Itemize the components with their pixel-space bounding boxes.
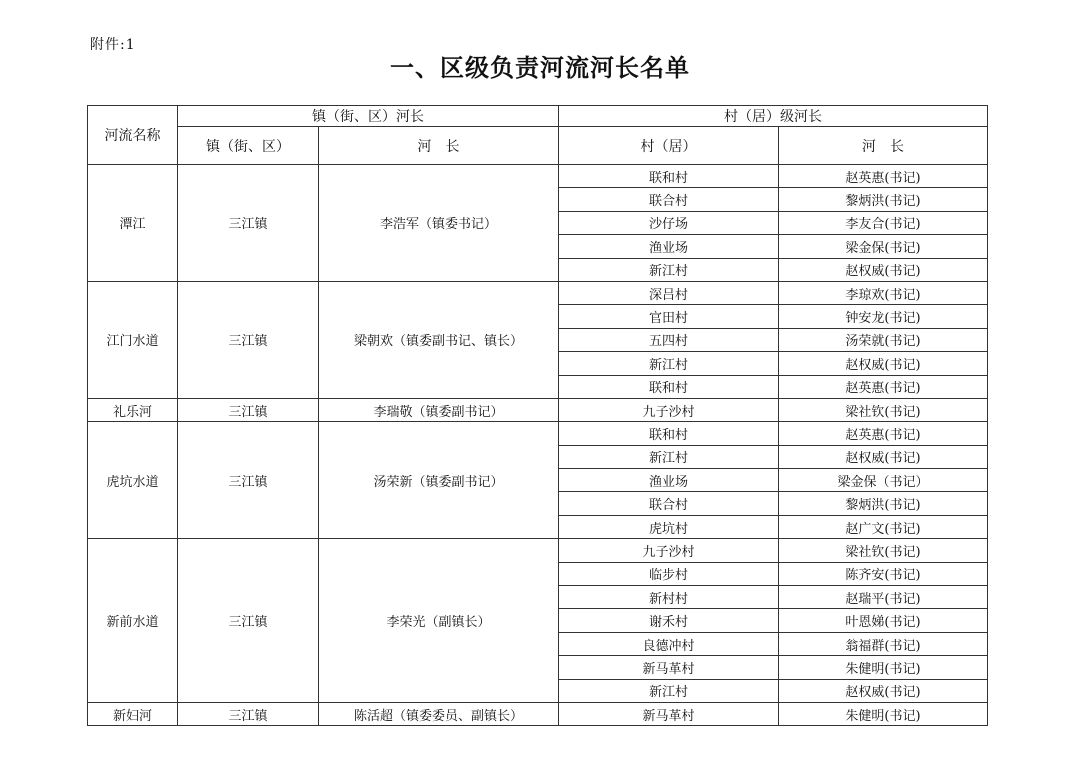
village-cell: 九子沙村 [559, 539, 779, 562]
village-cell: 官田村 [559, 305, 779, 328]
town-chief-cell: 陈活超（镇委委员、副镇长） [319, 702, 559, 725]
village-chief-cell: 赵瑞平(书记) [779, 586, 988, 609]
village-cell: 新村村 [559, 586, 779, 609]
river-name-cell: 新妇河 [88, 702, 178, 725]
town-chief-cell: 李瑞敬（镇委副书记） [319, 398, 559, 421]
village-cell: 九子沙村 [559, 398, 779, 421]
village-chief-cell: 赵英惠(书记) [779, 165, 988, 188]
village-cell: 渔业场 [559, 469, 779, 492]
village-cell: 五四村 [559, 328, 779, 351]
village-chief-cell: 翁福群(书记) [779, 632, 988, 655]
village-cell: 虎坑村 [559, 515, 779, 538]
village-chief-cell: 叶恩娣(书记) [779, 609, 988, 632]
village-chief-cell: 赵权威(书记) [779, 352, 988, 375]
document-title: 一、区级负责河流河长名单 [390, 53, 690, 82]
river-name-cell: 潭江 [88, 165, 178, 282]
village-chief-cell: 赵权威(书记) [779, 258, 988, 281]
village-chief-cell: 赵英惠(书记) [779, 422, 988, 445]
village-cell: 联和村 [559, 375, 779, 398]
village-chief-cell: 赵权威(书记) [779, 445, 988, 468]
town-cell: 三江镇 [178, 422, 319, 539]
village-chief-cell: 钟安龙(书记) [779, 305, 988, 328]
village-chief-cell: 梁金保(书记) [779, 235, 988, 258]
table-row [88, 281, 988, 304]
table-row [88, 702, 988, 725]
village-chief-cell: 赵权威(书记) [779, 679, 988, 702]
header-town: 镇（街、区） [178, 127, 319, 165]
village-cell: 沙仔场 [559, 211, 779, 234]
village-chief-cell: 赵广文(书记) [779, 515, 988, 538]
village-chief-cell: 梁金保（书记） [779, 469, 988, 492]
town-cell: 三江镇 [178, 398, 319, 421]
river-name-cell: 江门水道 [88, 281, 178, 398]
attachment-label: 附件:1 [90, 37, 136, 53]
village-cell: 联合村 [559, 492, 779, 515]
header-town-group: 镇（街、区）河长 [178, 106, 559, 127]
village-chief-cell: 汤荣就(书记) [779, 328, 988, 351]
town-cell: 三江镇 [178, 165, 319, 282]
village-cell: 新江村 [559, 352, 779, 375]
river-chief-table [87, 105, 988, 726]
village-chief-cell: 赵英惠(书记) [779, 375, 988, 398]
town-chief-cell: 李浩军（镇委书记） [319, 165, 559, 282]
village-cell: 谢禾村 [559, 609, 779, 632]
town-chief-cell: 梁朝欢（镇委副书记、镇长） [319, 281, 559, 398]
village-cell: 联和村 [559, 422, 779, 445]
town-chief-cell: 汤荣新（镇委副书记） [319, 422, 559, 539]
river-name-cell: 礼乐河 [88, 398, 178, 421]
village-cell: 联合村 [559, 188, 779, 211]
table-row [88, 539, 988, 562]
village-cell: 新马革村 [559, 656, 779, 679]
village-cell: 深吕村 [559, 281, 779, 304]
header-town-chief: 河 长 [319, 127, 559, 165]
header-village-group: 村（居）级河长 [559, 106, 988, 127]
header-village-chief: 河 长 [779, 127, 988, 165]
river-name-cell: 虎坑水道 [88, 422, 178, 539]
village-cell: 新江村 [559, 679, 779, 702]
table-row [88, 422, 988, 445]
village-chief-cell: 李琼欢(书记) [779, 281, 988, 304]
village-chief-cell: 梁社钦(书记) [779, 539, 988, 562]
village-chief-cell: 黎炳洪(书记) [779, 188, 988, 211]
village-chief-cell: 梁社钦(书记) [779, 398, 988, 421]
town-cell: 三江镇 [178, 702, 319, 725]
village-cell: 联和村 [559, 165, 779, 188]
village-cell: 新马革村 [559, 702, 779, 725]
table-row [88, 398, 988, 421]
header-village: 村（居） [559, 127, 779, 165]
village-cell: 新江村 [559, 258, 779, 281]
village-cell: 新江村 [559, 445, 779, 468]
village-chief-cell: 李友合(书记) [779, 211, 988, 234]
village-chief-cell: 陈齐安(书记) [779, 562, 988, 585]
table-row [88, 165, 988, 188]
town-cell: 三江镇 [178, 281, 319, 398]
header-river-name: 河流名称 [88, 106, 178, 165]
table-body [88, 165, 988, 726]
river-name-cell: 新前水道 [88, 539, 178, 703]
village-cell: 渔业场 [559, 235, 779, 258]
village-cell: 临步村 [559, 562, 779, 585]
town-chief-cell: 李荣光（副镇长） [319, 539, 559, 703]
village-cell: 良德冲村 [559, 632, 779, 655]
table-header [88, 106, 988, 165]
village-chief-cell: 朱健明(书记) [779, 702, 988, 725]
town-cell: 三江镇 [178, 539, 319, 703]
village-chief-cell: 黎炳洪(书记) [779, 492, 988, 515]
village-chief-cell: 朱健明(书记) [779, 656, 988, 679]
